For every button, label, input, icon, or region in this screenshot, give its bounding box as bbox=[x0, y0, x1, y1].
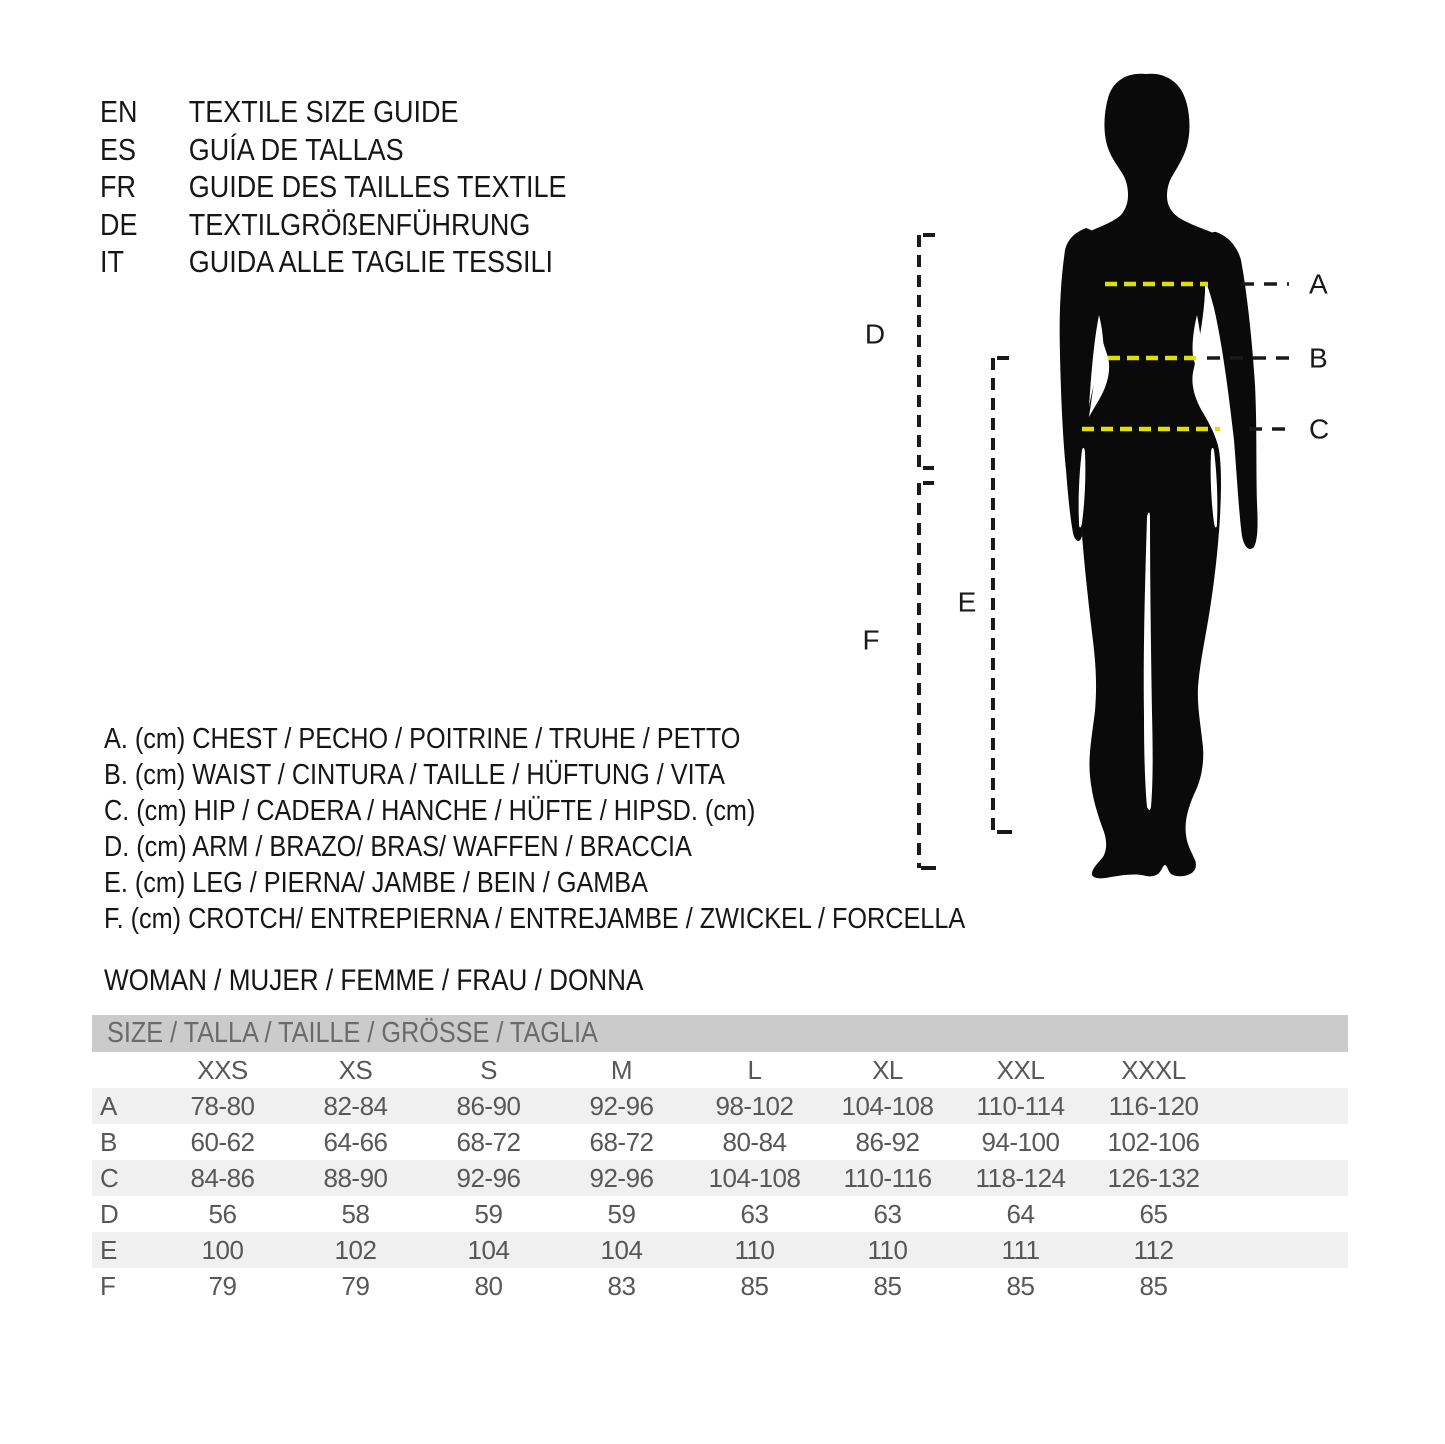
table-cell: 86-92 bbox=[855, 1126, 920, 1157]
table-cell: 56 bbox=[208, 1198, 237, 1229]
table-row bbox=[92, 1160, 1348, 1196]
table-cell: 64 bbox=[1006, 1198, 1035, 1229]
label-leg-e: E bbox=[957, 586, 977, 618]
lang-title: GUÍA DE TALLAS bbox=[188, 131, 404, 167]
table-cell: 110-114 bbox=[976, 1090, 1065, 1121]
lang-code: ES bbox=[100, 131, 136, 167]
table-cell: 126-132 bbox=[1107, 1162, 1200, 1193]
table-cell: 63 bbox=[740, 1198, 769, 1229]
label-arm-d: D bbox=[864, 318, 886, 350]
table-cell: 116-120 bbox=[1108, 1090, 1199, 1121]
legend-line-a: A. (cm) CHEST / PECHO / POITRINE / TRUHE / PETTO bbox=[104, 723, 741, 755]
table-cell: 58 bbox=[341, 1198, 370, 1229]
legend-line-e: E. (cm) LEG / PIERNA/ JAMBE / BEIN / GAMBA bbox=[104, 867, 648, 899]
lang-row-it bbox=[100, 243, 566, 281]
table-cell: 110-116 bbox=[843, 1162, 932, 1193]
size-col-header: M bbox=[610, 1054, 633, 1085]
lang-title: GUIDA ALLE TAGLIE TESSILI bbox=[188, 244, 554, 279]
table-cell: 92-96 bbox=[589, 1090, 654, 1121]
table-cell: 104-108 bbox=[708, 1162, 801, 1193]
table-cell: 111 bbox=[1001, 1234, 1040, 1265]
table-cell: 92-96 bbox=[456, 1162, 521, 1193]
table-cell: 85 bbox=[873, 1270, 902, 1301]
table-cell: 83 bbox=[607, 1270, 636, 1301]
size-header-row bbox=[92, 1052, 1348, 1088]
measurement-legend bbox=[104, 721, 965, 937]
size-col-header: XXXL bbox=[1121, 1054, 1186, 1085]
label-crotch-f: F bbox=[862, 624, 880, 656]
table-cell: 94-100 bbox=[981, 1126, 1060, 1157]
table-cell: 86-90 bbox=[456, 1090, 521, 1121]
label-hip-c: C bbox=[1309, 413, 1330, 445]
table-cell: 104-108 bbox=[841, 1090, 934, 1121]
legend-line-f: F. (cm) CROTCH/ ENTREPIERNA / ENTREJAMBE / ZWICKEL / FORCELLA bbox=[104, 903, 966, 935]
row-label: E bbox=[100, 1234, 117, 1265]
table-cell: 60-62 bbox=[190, 1126, 255, 1157]
table-cell: 85 bbox=[1006, 1270, 1035, 1301]
lang-title: TEXTILE SIZE GUIDE bbox=[188, 94, 459, 129]
table-cell: 65 bbox=[1139, 1198, 1168, 1229]
table-cell: 100 bbox=[201, 1234, 244, 1265]
lang-title: GUIDE DES TAILLES TEXTILE bbox=[188, 169, 567, 204]
size-table-title-bar bbox=[92, 1015, 1348, 1052]
table-row bbox=[92, 1232, 1348, 1268]
table-cell: 79 bbox=[341, 1270, 370, 1301]
audience-line: WOMAN / MUJER / FEMME / FRAU / DONNA bbox=[104, 964, 644, 997]
size-col-header: L bbox=[747, 1054, 762, 1085]
table-cell: 64-66 bbox=[323, 1126, 388, 1157]
table-cell: 68-72 bbox=[589, 1126, 654, 1157]
language-title-block bbox=[100, 93, 566, 281]
table-row bbox=[92, 1196, 1348, 1232]
table-cell: 88-90 bbox=[323, 1162, 388, 1193]
lang-code: IT bbox=[100, 244, 124, 279]
legend-line-d: D. (cm) ARM / BRAZO/ BRAS/ WAFFEN / BRACCIA bbox=[104, 831, 692, 863]
table-cell: 59 bbox=[474, 1198, 503, 1229]
size-table-title: SIZE / TALLA / TAILLE / GRÖSSE / TAGLIA bbox=[107, 1017, 598, 1049]
table-cell: 118-124 bbox=[975, 1162, 1066, 1193]
label-waist-b: B bbox=[1309, 342, 1328, 374]
table-cell: 85 bbox=[740, 1270, 769, 1301]
row-label: F bbox=[100, 1270, 116, 1301]
lang-row-en bbox=[100, 93, 566, 131]
table-cell: 104 bbox=[467, 1234, 510, 1265]
table-cell: 110 bbox=[867, 1234, 908, 1265]
table-cell: 110 bbox=[734, 1234, 775, 1265]
size-col-header: S bbox=[480, 1054, 497, 1085]
table-cell: 112 bbox=[1133, 1234, 1174, 1265]
table-cell: 59 bbox=[607, 1198, 636, 1229]
lang-row-de bbox=[100, 206, 566, 244]
size-table bbox=[92, 1015, 1348, 1304]
size-col-header: XL bbox=[872, 1054, 903, 1085]
legend-line-b: B. (cm) WAIST / CINTURA / TAILLE / HÜFTUNG / VITA bbox=[104, 759, 726, 791]
table-cell: 102 bbox=[334, 1234, 377, 1265]
lang-row-fr bbox=[100, 168, 566, 206]
row-label: B bbox=[100, 1126, 117, 1157]
table-row bbox=[92, 1268, 1348, 1304]
table-cell: 104 bbox=[600, 1234, 643, 1265]
size-col-header: XXS bbox=[197, 1054, 248, 1085]
table-cell: 85 bbox=[1139, 1270, 1168, 1301]
table-cell: 98-102 bbox=[715, 1090, 794, 1121]
lang-title: TEXTILGRÖßENFÜHRUNG bbox=[188, 206, 531, 242]
table-cell: 84-86 bbox=[190, 1162, 255, 1193]
table-cell: 79 bbox=[208, 1270, 237, 1301]
lang-code: DE bbox=[100, 206, 138, 242]
row-label: C bbox=[100, 1162, 119, 1193]
row-label: D bbox=[100, 1198, 119, 1229]
size-col-header: XXL bbox=[996, 1054, 1045, 1085]
table-row bbox=[92, 1088, 1348, 1124]
label-chest-a: A bbox=[1309, 268, 1328, 300]
table-cell: 78-80 bbox=[190, 1090, 255, 1121]
table-cell: 68-72 bbox=[456, 1126, 521, 1157]
lang-code: EN bbox=[100, 94, 138, 129]
table-cell: 82-84 bbox=[323, 1090, 388, 1121]
lang-code: FR bbox=[100, 169, 136, 204]
lang-row-es bbox=[100, 131, 566, 169]
table-cell: 102-106 bbox=[1107, 1126, 1200, 1157]
legend-line-c: C. (cm) HIP / CADERA / HANCHE / HÜFTE / HIPSD. (cm) bbox=[104, 795, 756, 827]
table-row bbox=[92, 1124, 1348, 1160]
table-cell: 80 bbox=[474, 1270, 503, 1301]
table-cell: 63 bbox=[873, 1198, 902, 1229]
size-col-header: XS bbox=[338, 1054, 373, 1085]
table-cell: 80-84 bbox=[722, 1126, 787, 1157]
table-cell: 92-96 bbox=[589, 1162, 654, 1193]
row-label: A bbox=[100, 1090, 117, 1121]
